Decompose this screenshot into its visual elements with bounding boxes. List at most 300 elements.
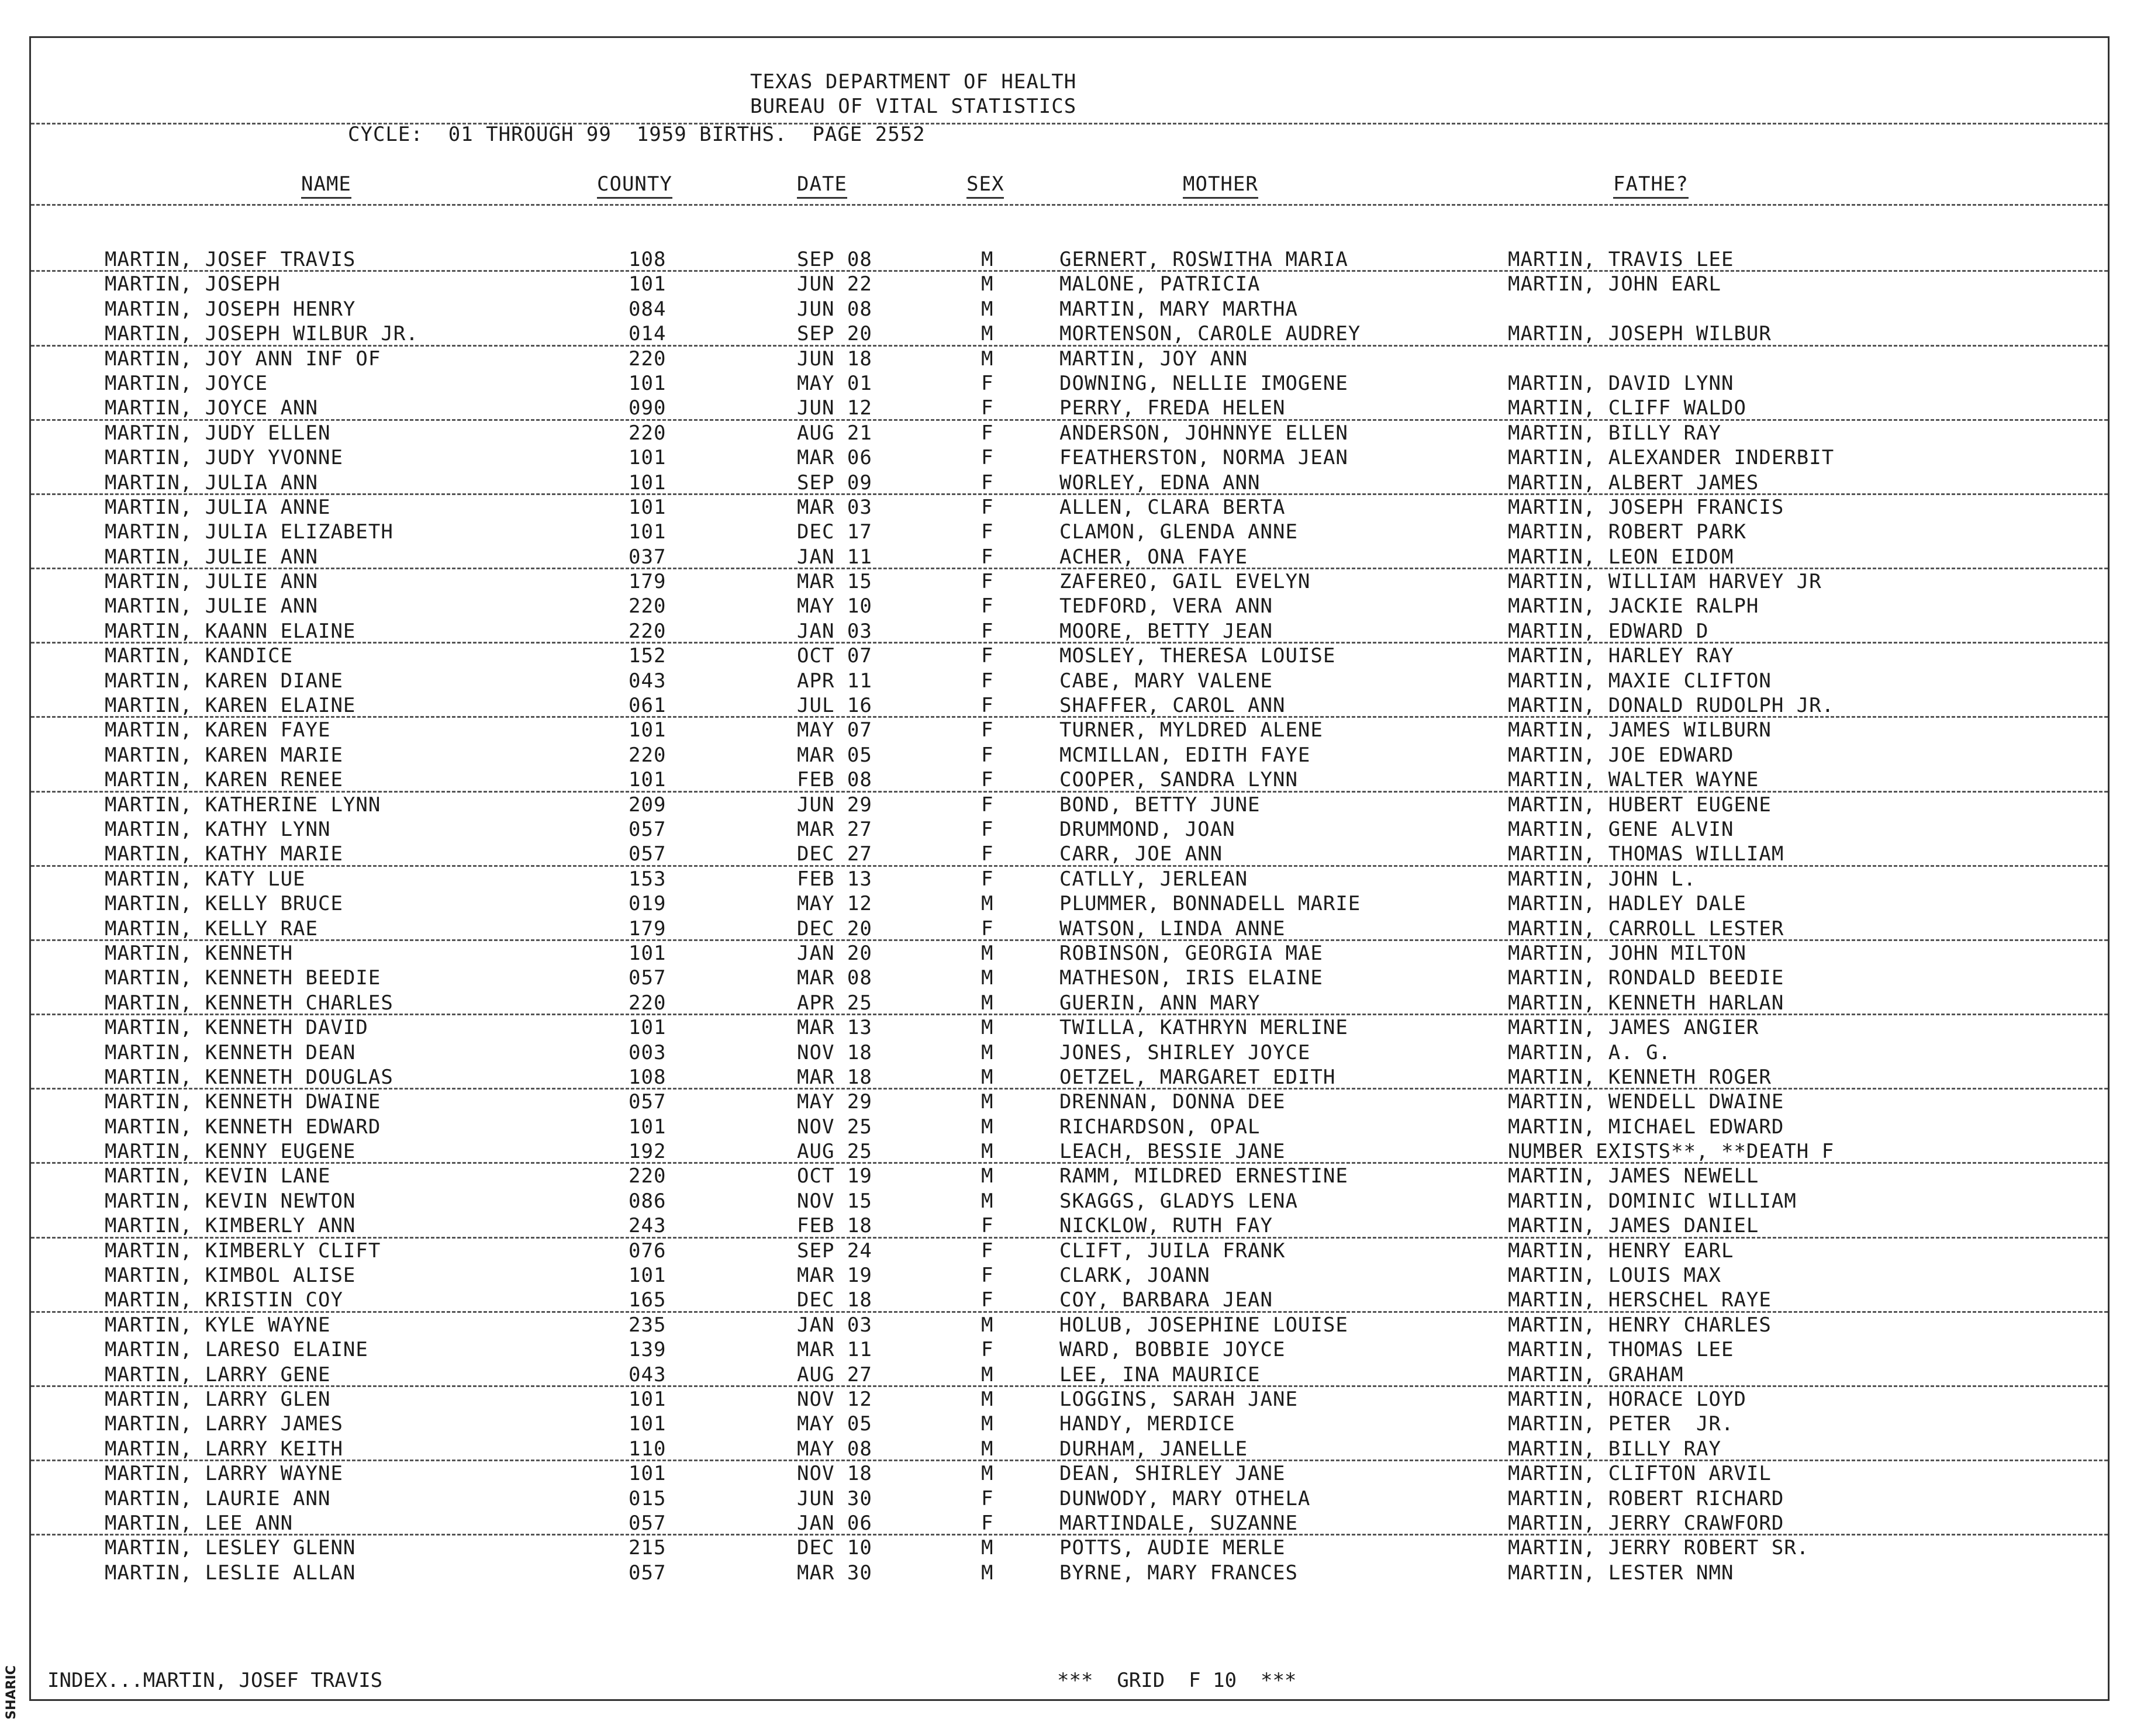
record-mother: TEDFORD, VERA ANN: [1059, 594, 1273, 618]
record-father: MARTIN, EDWARD D: [1508, 619, 1709, 643]
record-row: [31, 1337, 2108, 1362]
record-mother: TWILLA, KATHRYN MERLINE: [1059, 1016, 1348, 1040]
record-name: MARTIN, LAURIE ANN: [105, 1486, 331, 1510]
record-name: MARTIN, KEVIN NEWTON: [105, 1189, 356, 1213]
record-county: 192: [629, 1140, 667, 1164]
record-date: MAR 27: [797, 817, 872, 841]
record-mother: JONES, SHIRLEY JOYCE: [1059, 1040, 1311, 1064]
record-name: MARTIN, JOYCE: [105, 371, 268, 395]
record-sex: F: [981, 545, 994, 569]
record-name: MARTIN, KEVIN LANE: [105, 1164, 331, 1188]
column-header-rule: [31, 204, 2108, 206]
record-mother: HANDY, MERDICE: [1059, 1412, 1235, 1436]
record-sex: F: [981, 867, 994, 891]
record-sex: M: [981, 248, 994, 271]
record-name: MARTIN, KAANN ELAINE: [105, 619, 356, 643]
record-mother: ANDERSON, JOHNNYE ELLEN: [1059, 421, 1348, 445]
record-name: MARTIN, KENNETH DAVID: [105, 1016, 368, 1040]
record-mother: RICHARDSON, OPAL: [1059, 1115, 1261, 1139]
record-county: 101: [629, 1115, 667, 1139]
record-row: [31, 1412, 2108, 1436]
record-county: 101: [629, 941, 667, 965]
record-sex: M: [981, 1313, 994, 1337]
record-mother: CARR, JOE ANN: [1059, 842, 1223, 866]
record-county: 057: [629, 842, 667, 866]
record-sex: F: [981, 396, 994, 420]
record-county: 243: [629, 1214, 667, 1238]
record-row: [31, 1362, 2108, 1387]
record-county: 101: [629, 272, 667, 296]
record-name: MARTIN, JOSEPH: [105, 272, 281, 296]
record-row: [31, 644, 2108, 668]
record-row: [31, 743, 2108, 767]
record-date: FEB 13: [797, 867, 872, 891]
record-sex: F: [981, 669, 994, 693]
record-county: 057: [629, 817, 667, 841]
column-header-sex: SEX: [966, 172, 1004, 199]
record-father: MARTIN, JERRY CRAWFORD: [1508, 1511, 1784, 1535]
record-father: MARTIN, LESTER NMN: [1508, 1561, 1734, 1585]
record-father: MARTIN, HENRY EARL: [1508, 1239, 1734, 1263]
record-county: 101: [629, 495, 667, 519]
record-date: MAR 05: [797, 743, 872, 767]
record-county: 179: [629, 917, 667, 940]
record-row: [31, 1090, 2108, 1114]
record-mother: ZAFEREO, GAIL EVELYN: [1059, 570, 1311, 594]
record-father: MARTIN, WENDELL DWAINE: [1508, 1090, 1784, 1114]
record-date: MAR 30: [797, 1561, 872, 1585]
record-name: MARTIN, KAREN MARIE: [105, 743, 343, 767]
record-sex: F: [981, 594, 994, 618]
record-row: [31, 693, 2108, 718]
record-name: MARTIN, JOYCE ANN: [105, 396, 318, 420]
record-mother: MARTIN, JOY ANN: [1059, 347, 1248, 371]
record-name: MARTIN, KIMBERLY CLIFT: [105, 1239, 381, 1263]
column-header-father: FATHE?: [1613, 172, 1689, 199]
footer-grid: *** GRID F 10 ***: [1057, 1669, 1297, 1692]
record-sex: M: [981, 322, 994, 346]
record-name: MARTIN, KENNETH EDWARD: [105, 1115, 381, 1139]
record-row: [31, 991, 2108, 1015]
record-name: MARTIN, KAREN ELAINE: [105, 694, 356, 718]
record-county: 165: [629, 1288, 667, 1312]
column-header-name: NAME: [301, 172, 351, 199]
record-name: MARTIN, JULIE ANN: [105, 545, 318, 569]
record-date: JUN 30: [797, 1486, 872, 1510]
record-father: MARTIN, DAVID LYNN: [1508, 371, 1734, 395]
record-row: [31, 347, 2108, 371]
record-mother: CLIFT, JUILA FRANK: [1059, 1239, 1286, 1263]
record-mother: CABE, MARY VALENE: [1059, 669, 1273, 693]
record-father: MARTIN, JOSEPH FRANCIS: [1508, 495, 1784, 519]
record-row: [31, 396, 2108, 420]
record-father: MARTIN, WALTER WAYNE: [1508, 768, 1759, 792]
record-date: OCT 07: [797, 644, 872, 668]
record-mother: SHAFFER, CAROL ANN: [1059, 694, 1286, 718]
record-name: MARTIN, JOSEPH WILBUR JR.: [105, 322, 419, 346]
record-county: 101: [629, 718, 667, 742]
record-county: 108: [629, 248, 667, 271]
record-date: MAY 01: [797, 371, 872, 395]
record-sex: M: [981, 991, 994, 1015]
record-row: [31, 1561, 2108, 1585]
record-date: AUG 21: [797, 421, 872, 445]
record-father: MARTIN, JOHN L.: [1508, 867, 1697, 891]
record-name: MARTIN, KATHERINE LYNN: [105, 793, 381, 817]
record-sex: M: [981, 1090, 994, 1114]
record-county: 220: [629, 991, 667, 1015]
record-date: DEC 18: [797, 1288, 872, 1312]
record-county: 014: [629, 322, 667, 346]
record-sex: F: [981, 718, 994, 742]
record-mother: LEACH, BESSIE JANE: [1059, 1140, 1286, 1164]
record-county: 015: [629, 1486, 667, 1510]
record-date: MAR 06: [797, 446, 872, 470]
record-father: MARTIN, ROBERT PARK: [1508, 520, 1746, 544]
record-father: MARTIN, LOUIS MAX: [1508, 1264, 1721, 1288]
record-father: MARTIN, THOMAS LEE: [1508, 1338, 1734, 1362]
record-date: DEC 10: [797, 1536, 872, 1560]
record-sex: F: [981, 743, 994, 767]
record-name: MARTIN, JOSEPH HENRY: [105, 297, 356, 321]
record-row: [31, 520, 2108, 544]
record-mother: MALONE, PATRICIA: [1059, 272, 1261, 296]
record-date: SEP 08: [797, 248, 872, 271]
record-county: 215: [629, 1536, 667, 1560]
record-name: MARTIN, JUDY YVONNE: [105, 446, 343, 470]
record-date: MAR 03: [797, 495, 872, 519]
record-father: MARTIN, JOE EDWARD: [1508, 743, 1734, 767]
record-county: 220: [629, 421, 667, 445]
record-father: MARTIN, MICHAEL EDWARD: [1508, 1115, 1784, 1139]
record-father: MARTIN, DONALD RUDOLPH JR.: [1508, 694, 1835, 718]
record-sex: F: [981, 644, 994, 668]
record-name: MARTIN, KENNETH CHARLES: [105, 991, 393, 1015]
record-father: MARTIN, HERSCHEL RAYE: [1508, 1288, 1772, 1312]
record-row: [31, 917, 2108, 941]
record-mother: DEAN, SHIRLEY JANE: [1059, 1462, 1286, 1486]
record-sex: F: [981, 793, 994, 817]
record-row: [31, 891, 2108, 916]
record-mother: TURNER, MYLDRED ALENE: [1059, 718, 1323, 742]
record-row: [31, 247, 2108, 272]
record-county: 101: [629, 1016, 667, 1040]
record-name: MARTIN, KENNETH BEEDIE: [105, 966, 381, 990]
record-name: MARTIN, LARRY WAYNE: [105, 1462, 343, 1486]
record-sex: F: [981, 495, 994, 519]
record-father: MARTIN, JAMES NEWELL: [1508, 1164, 1759, 1188]
record-mother: MARTINDALE, SUZANNE: [1059, 1511, 1298, 1535]
record-county: 057: [629, 1561, 667, 1585]
record-mother: MARTIN, MARY MARTHA: [1059, 297, 1298, 321]
record-mother: WORLEY, EDNA ANN: [1059, 471, 1261, 494]
record-date: SEP 24: [797, 1239, 872, 1263]
record-mother: WARD, BOBBIE JOYCE: [1059, 1338, 1286, 1362]
record-sex: F: [981, 520, 994, 544]
record-row: [31, 594, 2108, 618]
record-county: 084: [629, 297, 667, 321]
record-father: MARTIN, HADLEY DALE: [1508, 892, 1746, 916]
record-sex: M: [981, 1362, 994, 1386]
record-county: 101: [629, 768, 667, 792]
record-date: APR 11: [797, 669, 872, 693]
record-father: MARTIN, JAMES WILBURN: [1508, 718, 1772, 742]
record-county: 037: [629, 545, 667, 569]
record-mother: LOGGINS, SARAH JANE: [1059, 1387, 1298, 1411]
record-mother: GUERIN, ANN MARY: [1059, 991, 1261, 1015]
record-row: [31, 1511, 2108, 1536]
record-mother: OETZEL, MARGARET EDITH: [1059, 1065, 1336, 1089]
record-date: JUN 29: [797, 793, 872, 817]
record-name: MARTIN, LARRY GENE: [105, 1362, 331, 1386]
record-row: [31, 1015, 2108, 1040]
column-header-county: COUNTY: [597, 172, 672, 199]
record-mother: BYRNE, MARY FRANCES: [1059, 1561, 1298, 1585]
record-name: MARTIN, LARRY JAMES: [105, 1412, 343, 1436]
record-date: AUG 27: [797, 1362, 872, 1386]
record-father: MARTIN, BILLY RAY: [1508, 1437, 1721, 1461]
record-name: MARTIN, KIMBOL ALISE: [105, 1264, 356, 1288]
footer-index: INDEX...MARTIN, JOSEF TRAVIS: [47, 1669, 383, 1692]
record-sex: F: [981, 1288, 994, 1312]
record-date: FEB 18: [797, 1214, 872, 1238]
record-row: [31, 1139, 2108, 1164]
record-row: [31, 1313, 2108, 1337]
record-row: [31, 545, 2108, 569]
record-row: [31, 669, 2108, 693]
record-name: MARTIN, JOSEF TRAVIS: [105, 248, 356, 271]
record-father: MARTIN, GRAHAM: [1508, 1362, 1684, 1386]
record-father: MARTIN, ROBERT RICHARD: [1508, 1486, 1784, 1510]
record-date: JUN 22: [797, 272, 872, 296]
record-county: 086: [629, 1189, 667, 1213]
record-sex: F: [981, 694, 994, 718]
record-sex: F: [981, 570, 994, 594]
record-mother: PLUMMER, BONNADELL MARIE: [1059, 892, 1361, 916]
record-mother: ROBINSON, GEORGIA MAE: [1059, 941, 1323, 965]
record-father: MARTIN, ALBERT JAMES: [1508, 471, 1759, 494]
record-mother: ACHER, ONA FAYE: [1059, 545, 1248, 569]
record-row: [31, 445, 2108, 470]
record-date: JAN 06: [797, 1511, 872, 1535]
record-name: MARTIN, JULIA ANNE: [105, 495, 331, 519]
record-father: MARTIN, TRAVIS LEE: [1508, 248, 1734, 271]
record-sex: F: [981, 817, 994, 841]
record-sex: M: [981, 1016, 994, 1040]
record-date: JAN 03: [797, 619, 872, 643]
column-header-mother: MOTHER: [1183, 172, 1258, 199]
record-mother: MOSLEY, THERESA LOUISE: [1059, 644, 1336, 668]
records-list: [31, 247, 2108, 1585]
record-name: MARTIN, KIMBERLY ANN: [105, 1214, 356, 1238]
record-date: MAY 29: [797, 1090, 872, 1114]
record-name: MARTIN, KENNETH DOUGLAS: [105, 1065, 393, 1089]
record-sex: M: [981, 347, 994, 371]
record-sex: F: [981, 1511, 994, 1535]
record-sex: F: [981, 917, 994, 940]
record-father: MARTIN, CARROLL LESTER: [1508, 917, 1784, 940]
record-name: MARTIN, KENNETH DEAN: [105, 1040, 356, 1064]
record-father: NUMBER EXISTS**, **DEATH F: [1508, 1140, 1835, 1164]
record-county: 101: [629, 1412, 667, 1436]
record-name: MARTIN, JUDY ELLEN: [105, 421, 331, 445]
record-name: MARTIN, KATHY LYNN: [105, 817, 331, 841]
record-mother: COY, BARBARA JEAN: [1059, 1288, 1273, 1312]
record-sex: M: [981, 1387, 994, 1411]
record-father: MARTIN, JACKIE RALPH: [1508, 594, 1759, 618]
record-row: [31, 371, 2108, 396]
record-mother: POTTS, AUDIE MERLE: [1059, 1536, 1286, 1560]
record-row: [31, 1437, 2108, 1461]
record-father: MARTIN, KENNETH HARLAN: [1508, 991, 1784, 1015]
record-date: JAN 11: [797, 545, 872, 569]
record-sex: M: [981, 1040, 994, 1064]
record-date: DEC 27: [797, 842, 872, 866]
record-county: 061: [629, 694, 667, 718]
record-date: NOV 15: [797, 1189, 872, 1213]
record-date: AUG 25: [797, 1140, 872, 1164]
record-father: MARTIN, BILLY RAY: [1508, 421, 1721, 445]
record-date: APR 25: [797, 991, 872, 1015]
record-date: NOV 12: [797, 1387, 872, 1411]
record-sex: M: [981, 941, 994, 965]
record-county: 220: [629, 1164, 667, 1188]
record-county: 179: [629, 570, 667, 594]
record-mother: PERRY, FREDA HELEN: [1059, 396, 1286, 420]
record-county: 003: [629, 1040, 667, 1064]
record-father: MARTIN, LEON EIDOM: [1508, 545, 1734, 569]
record-row: [31, 1239, 2108, 1263]
record-row: [31, 767, 2108, 792]
record-sex: F: [981, 842, 994, 866]
record-date: MAY 12: [797, 892, 872, 916]
record-row: [31, 421, 2108, 445]
record-name: MARTIN, LEE ANN: [105, 1511, 294, 1535]
record-row: [31, 1065, 2108, 1090]
record-mother: FEATHERSTON, NORMA JEAN: [1059, 446, 1348, 470]
record-date: NOV 18: [797, 1040, 872, 1064]
header-rule: [31, 123, 2108, 125]
record-county: 019: [629, 892, 667, 916]
record-date: DEC 20: [797, 917, 872, 940]
record-county: 101: [629, 1387, 667, 1411]
record-sex: M: [981, 272, 994, 296]
record-county: 057: [629, 966, 667, 990]
record-mother: ALLEN, CLARA BERTA: [1059, 495, 1286, 519]
record-sex: M: [981, 1189, 994, 1213]
side-label-text: SHARIC: [4, 1665, 19, 1720]
record-father: MARTIN, DOMINIC WILLIAM: [1508, 1189, 1797, 1213]
record-mother: DUNWODY, MARY OTHELA: [1059, 1486, 1311, 1510]
record-father: MARTIN, A. G.: [1508, 1040, 1672, 1064]
record-mother: COOPER, SANDRA LYNN: [1059, 768, 1298, 792]
record-father: MARTIN, CLIFF WALDO: [1508, 396, 1746, 420]
record-date: MAY 10: [797, 594, 872, 618]
record-date: NOV 25: [797, 1115, 872, 1139]
record-county: 220: [629, 619, 667, 643]
record-father: MARTIN, MAXIE CLIFTON: [1508, 669, 1772, 693]
record-date: SEP 09: [797, 471, 872, 494]
header-bureau: BUREAU OF VITAL STATISTICS: [750, 95, 1077, 118]
record-name: MARTIN, KENNY EUGENE: [105, 1140, 356, 1164]
record-father: MARTIN, JAMES ANGIER: [1508, 1016, 1759, 1040]
document-sheet: [29, 36, 2110, 1701]
record-name: MARTIN, JULIA ANN: [105, 471, 318, 494]
record-date: JAN 20: [797, 941, 872, 965]
record-father: MARTIN, HORACE LOYD: [1508, 1387, 1746, 1411]
record-father: MARTIN, HENRY CHARLES: [1508, 1313, 1772, 1337]
record-row: [31, 941, 2108, 966]
record-mother: DRENNAN, DONNA DEE: [1059, 1090, 1286, 1114]
record-row: [31, 569, 2108, 594]
record-father: MARTIN, HARLEY RAY: [1508, 644, 1734, 668]
record-sex: M: [981, 1561, 994, 1585]
record-father: MARTIN, KENNETH ROGER: [1508, 1065, 1772, 1089]
record-row: [31, 1461, 2108, 1486]
record-county: 101: [629, 471, 667, 494]
record-date: NOV 18: [797, 1462, 872, 1486]
record-sex: M: [981, 1412, 994, 1436]
record-father: MARTIN, WILLIAM HARVEY JR: [1508, 570, 1822, 594]
record-father: MARTIN, THOMAS WILLIAM: [1508, 842, 1784, 866]
record-county: 043: [629, 1362, 667, 1386]
record-name: MARTIN, LESLEY GLENN: [105, 1536, 356, 1560]
record-county: 057: [629, 1090, 667, 1114]
record-father: MARTIN, JAMES DANIEL: [1508, 1214, 1759, 1238]
record-sex: M: [981, 1140, 994, 1164]
record-sex: M: [981, 892, 994, 916]
record-county: 235: [629, 1313, 667, 1337]
record-name: MARTIN, JULIA ELIZABETH: [105, 520, 393, 544]
record-father: MARTIN, GENE ALVIN: [1508, 817, 1734, 841]
record-date: JUN 12: [797, 396, 872, 420]
record-mother: SKAGGS, GLADYS LENA: [1059, 1189, 1298, 1213]
record-father: MARTIN, JOHN MILTON: [1508, 941, 1746, 965]
record-date: FEB 08: [797, 768, 872, 792]
record-mother: MATHESON, IRIS ELAINE: [1059, 966, 1323, 990]
record-sex: M: [981, 1164, 994, 1188]
record-row: [31, 1040, 2108, 1065]
record-name: MARTIN, KRISTIN COY: [105, 1288, 343, 1312]
record-mother: BOND, BETTY JUNE: [1059, 793, 1261, 817]
record-father: MARTIN, JERRY ROBERT SR.: [1508, 1536, 1810, 1560]
record-name: MARTIN, LARRY KEITH: [105, 1437, 343, 1461]
record-mother: DOWNING, NELLIE IMOGENE: [1059, 371, 1348, 395]
record-name: MARTIN, KENNETH: [105, 941, 294, 965]
record-row: [31, 1288, 2108, 1312]
record-row: [31, 1213, 2108, 1238]
record-row: [31, 619, 2108, 644]
record-sex: F: [981, 1338, 994, 1362]
record-date: MAR 19: [797, 1264, 872, 1288]
record-county: 220: [629, 743, 667, 767]
record-date: MAR 13: [797, 1016, 872, 1040]
record-name: MARTIN, KAREN RENEE: [105, 768, 343, 792]
record-sex: M: [981, 1115, 994, 1139]
record-sex: M: [981, 1536, 994, 1560]
record-sex: F: [981, 471, 994, 494]
record-name: MARTIN, LESLIE ALLAN: [105, 1561, 356, 1585]
record-name: MARTIN, KELLY BRUCE: [105, 892, 343, 916]
record-sex: F: [981, 421, 994, 445]
record-county: 153: [629, 867, 667, 891]
record-row: [31, 1164, 2108, 1188]
record-name: MARTIN, LARRY GLEN: [105, 1387, 331, 1411]
record-county: 152: [629, 644, 667, 668]
record-county: 101: [629, 446, 667, 470]
record-name: MARTIN, KAREN DIANE: [105, 669, 343, 693]
record-name: MARTIN, KANDICE: [105, 644, 294, 668]
